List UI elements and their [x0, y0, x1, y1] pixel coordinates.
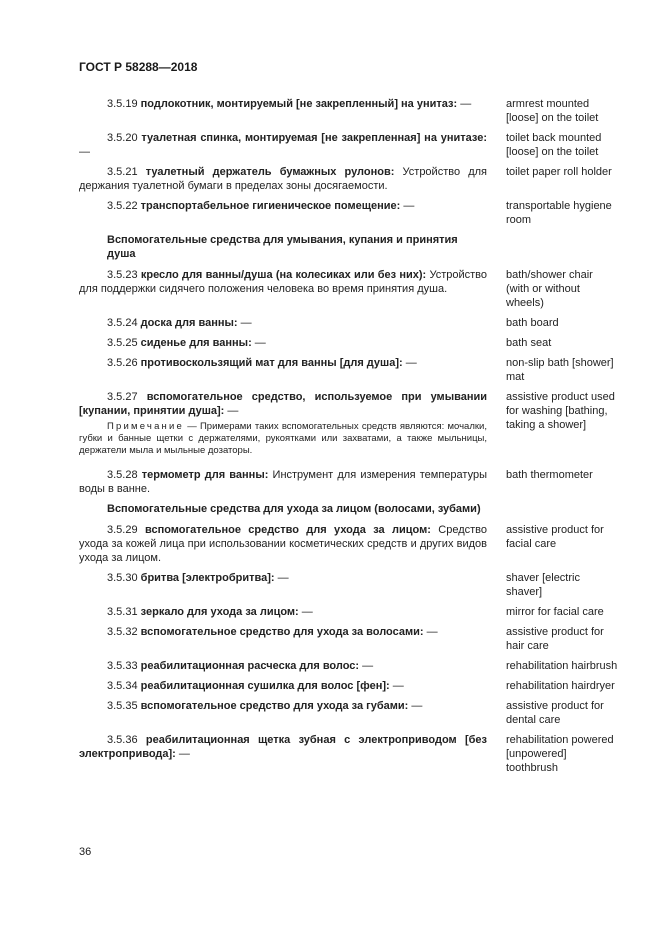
term-entry [79, 679, 619, 693]
term-number: 3.5.21 [107, 166, 138, 178]
english-equivalent: armrest mounted [loose] on the toilet [506, 98, 599, 124]
definition-text: — [79, 146, 90, 158]
term-number: 3.5.23 [107, 269, 138, 281]
term-definition [79, 165, 487, 193]
definition-text: — [298, 606, 313, 618]
term-entry [79, 523, 619, 565]
term-number: 3.5.28 [107, 469, 138, 481]
definition-text: Средство ухода за кожей лица при использовании косметических средств и других видов ухода за лицом. [79, 524, 487, 564]
term-entry [79, 165, 619, 193]
term-entry [79, 468, 619, 496]
definition-text: — [389, 680, 404, 692]
term-entry [79, 605, 619, 619]
term-definition [79, 625, 487, 653]
document-header: ГОСТ Р 58288—2018 [79, 60, 198, 74]
term-number: 3.5.30 [107, 572, 138, 584]
english-equivalent: bath thermometer [506, 469, 593, 481]
term-name: термометр для ванны: [141, 469, 269, 481]
term-definition [79, 659, 487, 673]
terms-list [79, 97, 619, 781]
section-heading: Вспомогательные средства для умывания, купания и принятия душа [107, 234, 458, 260]
note-text: — Примерами таких вспомогательных средств являются: мочалки, губки и банные щетки с держателями, рукоятками или захватами, а также мыльницы, держатели мыла и мыльные дозаторы. [79, 421, 487, 456]
english-equivalent: assistive product used for washing [bathing, taking a shower] [506, 391, 615, 431]
definition-text: Устройство для держания туалетной бумаги в пределах зоны досягаемости. [79, 166, 487, 192]
term-definition [79, 679, 487, 693]
term-name: туалетная спинка, монтируемая [не закрепленная] на унитазе: [141, 132, 487, 144]
english-equivalent: toilet paper roll holder [506, 166, 612, 178]
section-heading: Вспомогательные средства для ухода за лицом (волосами, зубами) [107, 503, 481, 515]
term-definition [79, 468, 487, 496]
term-definition [79, 523, 487, 565]
term-number: 3.5.25 [107, 337, 138, 349]
page-number: 36 [79, 846, 92, 858]
definition-text: — [224, 405, 239, 417]
definition-text: Устройство для поддержки сидячего положения человека во время принятия душа. [79, 269, 488, 295]
term-definition [79, 131, 487, 159]
definition-text: Инструмент для измерения температуры воды в ванне. [79, 469, 487, 495]
term-name: зеркало для ухода за лицом: [140, 606, 299, 618]
definition-text: — [175, 748, 190, 760]
term-number: 3.5.36 [107, 734, 138, 746]
english-equivalent: bath seat [506, 337, 552, 349]
definition-text: — [408, 700, 423, 712]
term-definition [79, 571, 487, 599]
term-number: 3.5.24 [107, 317, 138, 329]
term-number: 3.5.33 [107, 660, 138, 672]
english-equivalent: rehabilitation hairdryer [506, 680, 615, 692]
term-entry [79, 571, 619, 599]
term-definition [79, 97, 487, 125]
term-entry [79, 316, 619, 330]
term-definition [79, 733, 487, 775]
english-equivalent: toilet back mounted [loose] on the toilet [506, 132, 602, 158]
definition-text: — [457, 98, 472, 110]
term-name: вспомогательное средство, используемое при умывании [купании, принятии душа]: [79, 391, 487, 417]
term-definition [79, 199, 487, 227]
definition-text: — [402, 357, 417, 369]
term-name: вспомогательное средство для ухода за лицом: [144, 524, 431, 536]
term-definition [79, 316, 487, 330]
term-entry [79, 733, 619, 775]
definition-text: — [237, 317, 252, 329]
term-name: противоскользящий мат для ванны [для душа]: [140, 357, 403, 369]
term-entry [79, 699, 619, 727]
english-equivalent: assistive product for facial care [506, 524, 604, 550]
term-entry [79, 390, 619, 462]
term-name: подлокотник, монтируемый [не закрепленный] на унитаз: [140, 98, 458, 110]
term-definition [79, 336, 487, 350]
definition-text: — [251, 337, 266, 349]
english-equivalent: non-slip bath [shower] mat [506, 357, 614, 383]
term-number: 3.5.27 [107, 391, 138, 403]
term-number: 3.5.20 [107, 132, 138, 144]
definition-text: — [423, 626, 438, 638]
term-entry [79, 625, 619, 653]
term-name: реабилитационная сушилка для волос [фен]: [140, 680, 390, 692]
term-number: 3.5.29 [107, 524, 138, 536]
term-number: 3.5.32 [107, 626, 138, 638]
definition-text: — [400, 200, 415, 212]
definition-text: — [274, 572, 289, 584]
term-number: 3.5.35 [107, 700, 138, 712]
english-equivalent: rehabilitation hairbrush [506, 660, 618, 672]
term-entry [79, 97, 619, 125]
term-number: 3.5.34 [107, 680, 138, 692]
term-definition [79, 268, 487, 310]
term-definition [79, 356, 487, 384]
term-entry [79, 356, 619, 384]
term-name: туалетный держатель бумажных рулонов: [145, 166, 395, 178]
term-entry [79, 336, 619, 350]
note [79, 421, 487, 457]
term-name: вспомогательное средство для ухода за волосами: [140, 626, 424, 638]
english-equivalent: assistive product for dental care [506, 700, 604, 726]
term-definition [79, 699, 487, 727]
term-number: 3.5.26 [107, 357, 138, 369]
english-equivalent: shaver [electric shaver] [506, 572, 580, 598]
term-name: сиденье для ванны: [140, 337, 252, 349]
english-equivalent: transportable hygiene room [506, 200, 612, 226]
english-equivalent: mirror for facial care [506, 606, 604, 618]
note-label: Примечание [107, 421, 184, 432]
term-definition [79, 390, 487, 418]
english-equivalent: rehabilitation powered [unpowered] toothbrush [506, 734, 614, 774]
term-number: 3.5.19 [107, 98, 138, 110]
term-entry [79, 659, 619, 673]
term-number: 3.5.22 [107, 200, 138, 212]
english-equivalent: assistive product for hair care [506, 626, 604, 652]
term-number: 3.5.31 [107, 606, 138, 618]
english-equivalent: bath board [506, 317, 559, 329]
english-equivalent: bath/shower chair (with or without wheels) [506, 269, 593, 309]
term-name: кресло для ванны/душа (на колесиках или без них): [140, 269, 427, 281]
term-definition [79, 605, 487, 619]
term-name: доска для ванны: [140, 317, 238, 329]
term-name: бритва [электробритва]: [140, 572, 275, 584]
term-entry [79, 131, 619, 159]
term-entry [79, 199, 619, 227]
definition-text: — [359, 660, 374, 672]
term-name: вспомогательное средство для ухода за губами: [140, 700, 409, 712]
term-name: реабилитационная щетка зубная с электроприводом [без электропривода]: [79, 734, 487, 760]
term-name: реабилитационная расческа для волос: [140, 660, 360, 672]
term-name: транспортабельное гигиеническое помещение: [140, 200, 401, 212]
term-entry [79, 268, 619, 310]
